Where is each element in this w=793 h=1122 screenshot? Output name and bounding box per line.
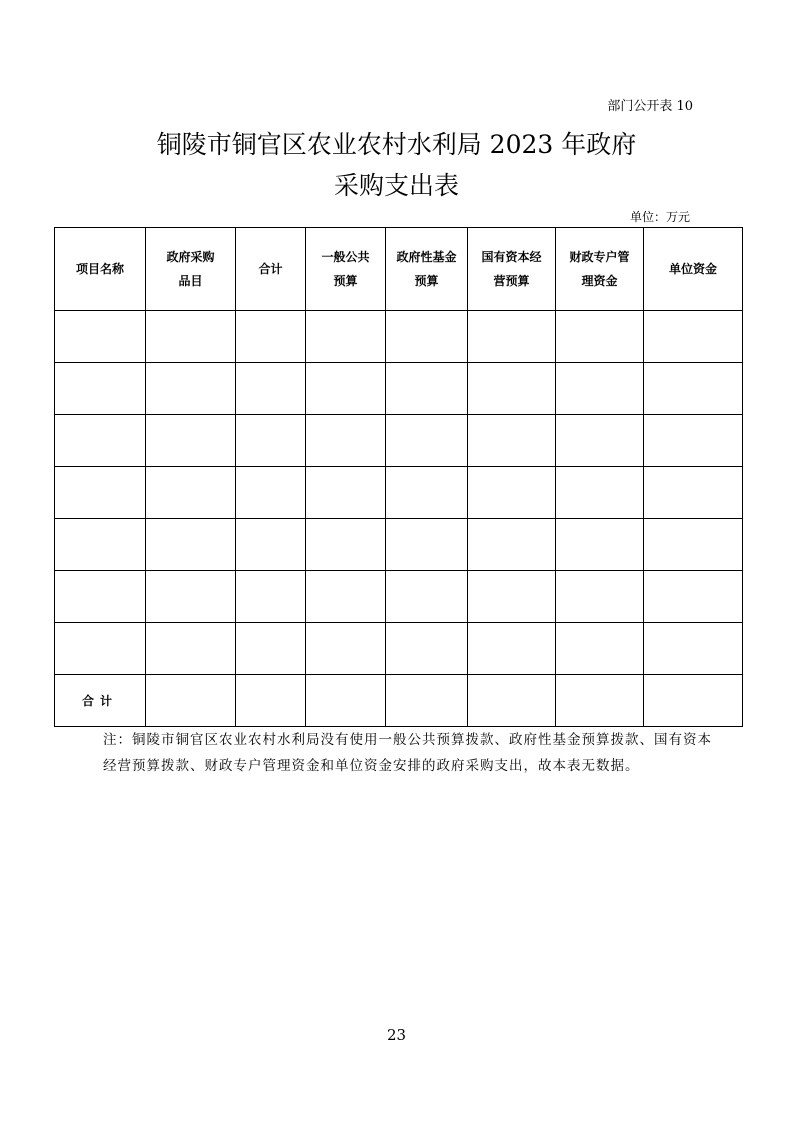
table-cell xyxy=(55,467,146,519)
table-cell xyxy=(468,311,556,363)
column-header-line: 项目名称 xyxy=(75,262,124,276)
table-cell xyxy=(644,311,743,363)
header-row xyxy=(55,228,743,311)
table-cell xyxy=(644,363,743,415)
table-cell xyxy=(386,571,468,623)
document-label: 部门公开表 10 xyxy=(607,99,693,114)
table-cell xyxy=(556,363,644,415)
table-cell xyxy=(55,311,146,363)
column-header-line: 预算 xyxy=(333,274,358,288)
table-cell xyxy=(236,311,306,363)
table-cell xyxy=(468,675,556,727)
column-header-line: 品目 xyxy=(178,274,203,288)
table-cell xyxy=(556,467,644,519)
table-cell xyxy=(236,623,306,675)
column-header-line: 政府性基金 xyxy=(396,250,457,264)
table-cell xyxy=(556,519,644,571)
table-cell xyxy=(306,415,386,467)
table-cell xyxy=(468,571,556,623)
table-cell xyxy=(55,623,146,675)
page-number: 23 xyxy=(386,1026,407,1044)
table-cell xyxy=(236,363,306,415)
table-cell xyxy=(644,571,743,623)
column-header-line: 一般公共 xyxy=(321,250,370,264)
column-header-line: 单位资金 xyxy=(668,262,717,276)
table-cell xyxy=(556,415,644,467)
column-header-line: 财政专户管 xyxy=(569,250,630,264)
table-cell xyxy=(306,675,386,727)
table-cell xyxy=(146,415,236,467)
table-cell xyxy=(644,467,743,519)
column-header-total xyxy=(236,228,306,311)
table-cell xyxy=(236,519,306,571)
column-header-procurement-item xyxy=(146,228,236,311)
table-cell xyxy=(146,467,236,519)
table-cell xyxy=(468,363,556,415)
table-cell xyxy=(55,363,146,415)
table-cell xyxy=(556,623,644,675)
column-header-line: 政府采购 xyxy=(166,250,215,264)
table-cell xyxy=(556,311,644,363)
table-cell xyxy=(236,415,306,467)
table-cell xyxy=(556,571,644,623)
table-cell xyxy=(306,519,386,571)
table-cell xyxy=(386,363,468,415)
table-cell xyxy=(306,571,386,623)
column-header-general-budget xyxy=(306,228,386,311)
table-cell xyxy=(55,415,146,467)
column-header-unit-funds xyxy=(644,228,743,311)
table-cell xyxy=(644,415,743,467)
table-cell xyxy=(386,623,468,675)
column-header-special-account-funds xyxy=(556,228,644,311)
table-cell xyxy=(146,675,236,727)
table-cell xyxy=(146,363,236,415)
table-cell xyxy=(644,519,743,571)
column-header-state-capital-budget xyxy=(468,228,556,311)
table-cell xyxy=(146,311,236,363)
table-cell xyxy=(306,311,386,363)
column-header-project-name xyxy=(55,228,146,311)
table-cell xyxy=(386,467,468,519)
table-cell xyxy=(644,675,743,727)
table-cell xyxy=(146,519,236,571)
page-title-line-2: 采购支出表 xyxy=(333,171,459,200)
column-header-line: 国有资本经 xyxy=(481,250,542,264)
table-row xyxy=(55,623,743,675)
table-cell xyxy=(468,415,556,467)
table-cell xyxy=(386,415,468,467)
column-header-line: 营预算 xyxy=(493,274,530,288)
table-cell xyxy=(55,519,146,571)
table-cell xyxy=(644,623,743,675)
table-cell xyxy=(306,623,386,675)
table-cell xyxy=(236,675,306,727)
table-cell xyxy=(236,467,306,519)
page-title-line-1: 铜陵市铜官区农业农村水利局 2023 年政府 xyxy=(156,130,637,159)
column-header-line: 理资金 xyxy=(581,274,618,288)
column-header-gov-fund-budget xyxy=(386,228,468,311)
table-row xyxy=(55,467,743,519)
table-cell xyxy=(146,571,236,623)
procurement-table xyxy=(54,227,743,727)
table-note: 注：铜陵市铜官区农业农村水利局没有使用一般公共预算拨款、政府性基金预算拨款、国有资本经营预算拨款、财政专户管理资金和单位资金安排的政府采购支出，故本表无数据。 xyxy=(103,732,712,774)
table-cell xyxy=(236,571,306,623)
column-header-line: 预算 xyxy=(414,274,439,288)
table-cell xyxy=(146,623,236,675)
table-cell xyxy=(386,519,468,571)
table-row xyxy=(55,415,743,467)
column-header-line: 合计 xyxy=(258,262,283,276)
table-row xyxy=(55,311,743,363)
table-cell xyxy=(556,675,644,727)
table-cell xyxy=(386,311,468,363)
table-row xyxy=(55,363,743,415)
table-cell xyxy=(55,571,146,623)
total-row xyxy=(55,675,743,727)
total-label: 合计 xyxy=(55,675,146,727)
table-row xyxy=(55,571,743,623)
table-cell xyxy=(386,675,468,727)
table-cell xyxy=(468,467,556,519)
table-row xyxy=(55,519,743,571)
table-cell xyxy=(468,623,556,675)
table-cell xyxy=(468,519,556,571)
table-cell xyxy=(306,467,386,519)
unit-label: 单位：万元 xyxy=(629,210,690,224)
table-cell xyxy=(306,363,386,415)
